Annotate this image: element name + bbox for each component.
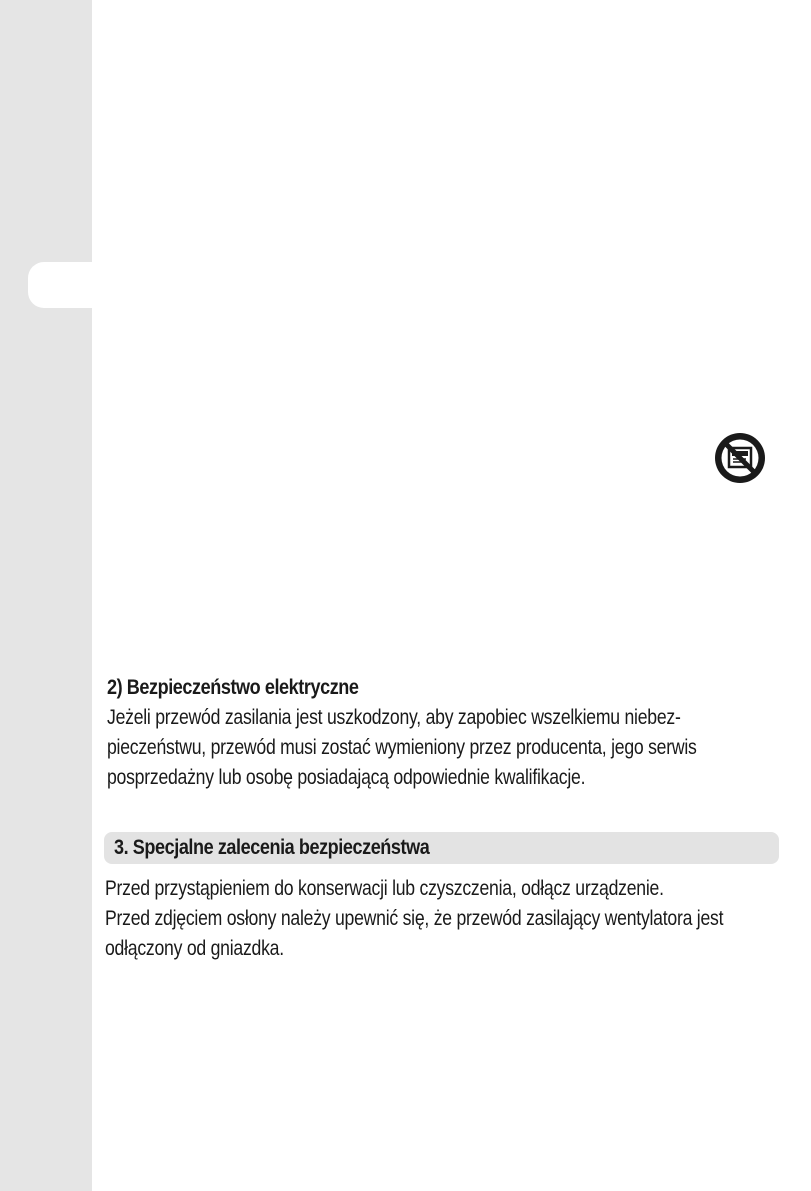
special-safety-section (105, 873, 785, 963)
paragraph-line: Jeżeli przewód zasilania jest uszkodzony, aby zapobiec wszelkiemu niebez- (107, 705, 681, 729)
paragraph-line: Przed zdjęciem osłony należy upewnić się, że przewód zasilający wentylatora jest (105, 906, 724, 930)
chapter-tab (28, 262, 108, 308)
section-heading: 2) Bezpieczeństwo elektryczne (107, 676, 359, 699)
section-heading: 3. Specjalne zalecenia bezpieczeństwa (114, 836, 430, 859)
page-margin-strip (0, 0, 92, 1191)
do-not-cover-icon (713, 431, 767, 485)
paragraph-line: posprzedażny lub osobę posiadającą odpowiednie kwalifikacje. (107, 765, 586, 789)
paragraph-line: odłączony od gniazdka. (105, 936, 284, 960)
paragraph-line: Przed przystąpieniem do konserwacji lub czyszczenia, odłącz urządzenie. (105, 876, 664, 900)
paragraph-line: pieczeństwu, przewód musi zostać wymieniony przez producenta, jego serwis (107, 735, 697, 759)
electrical-safety-section (107, 674, 787, 792)
